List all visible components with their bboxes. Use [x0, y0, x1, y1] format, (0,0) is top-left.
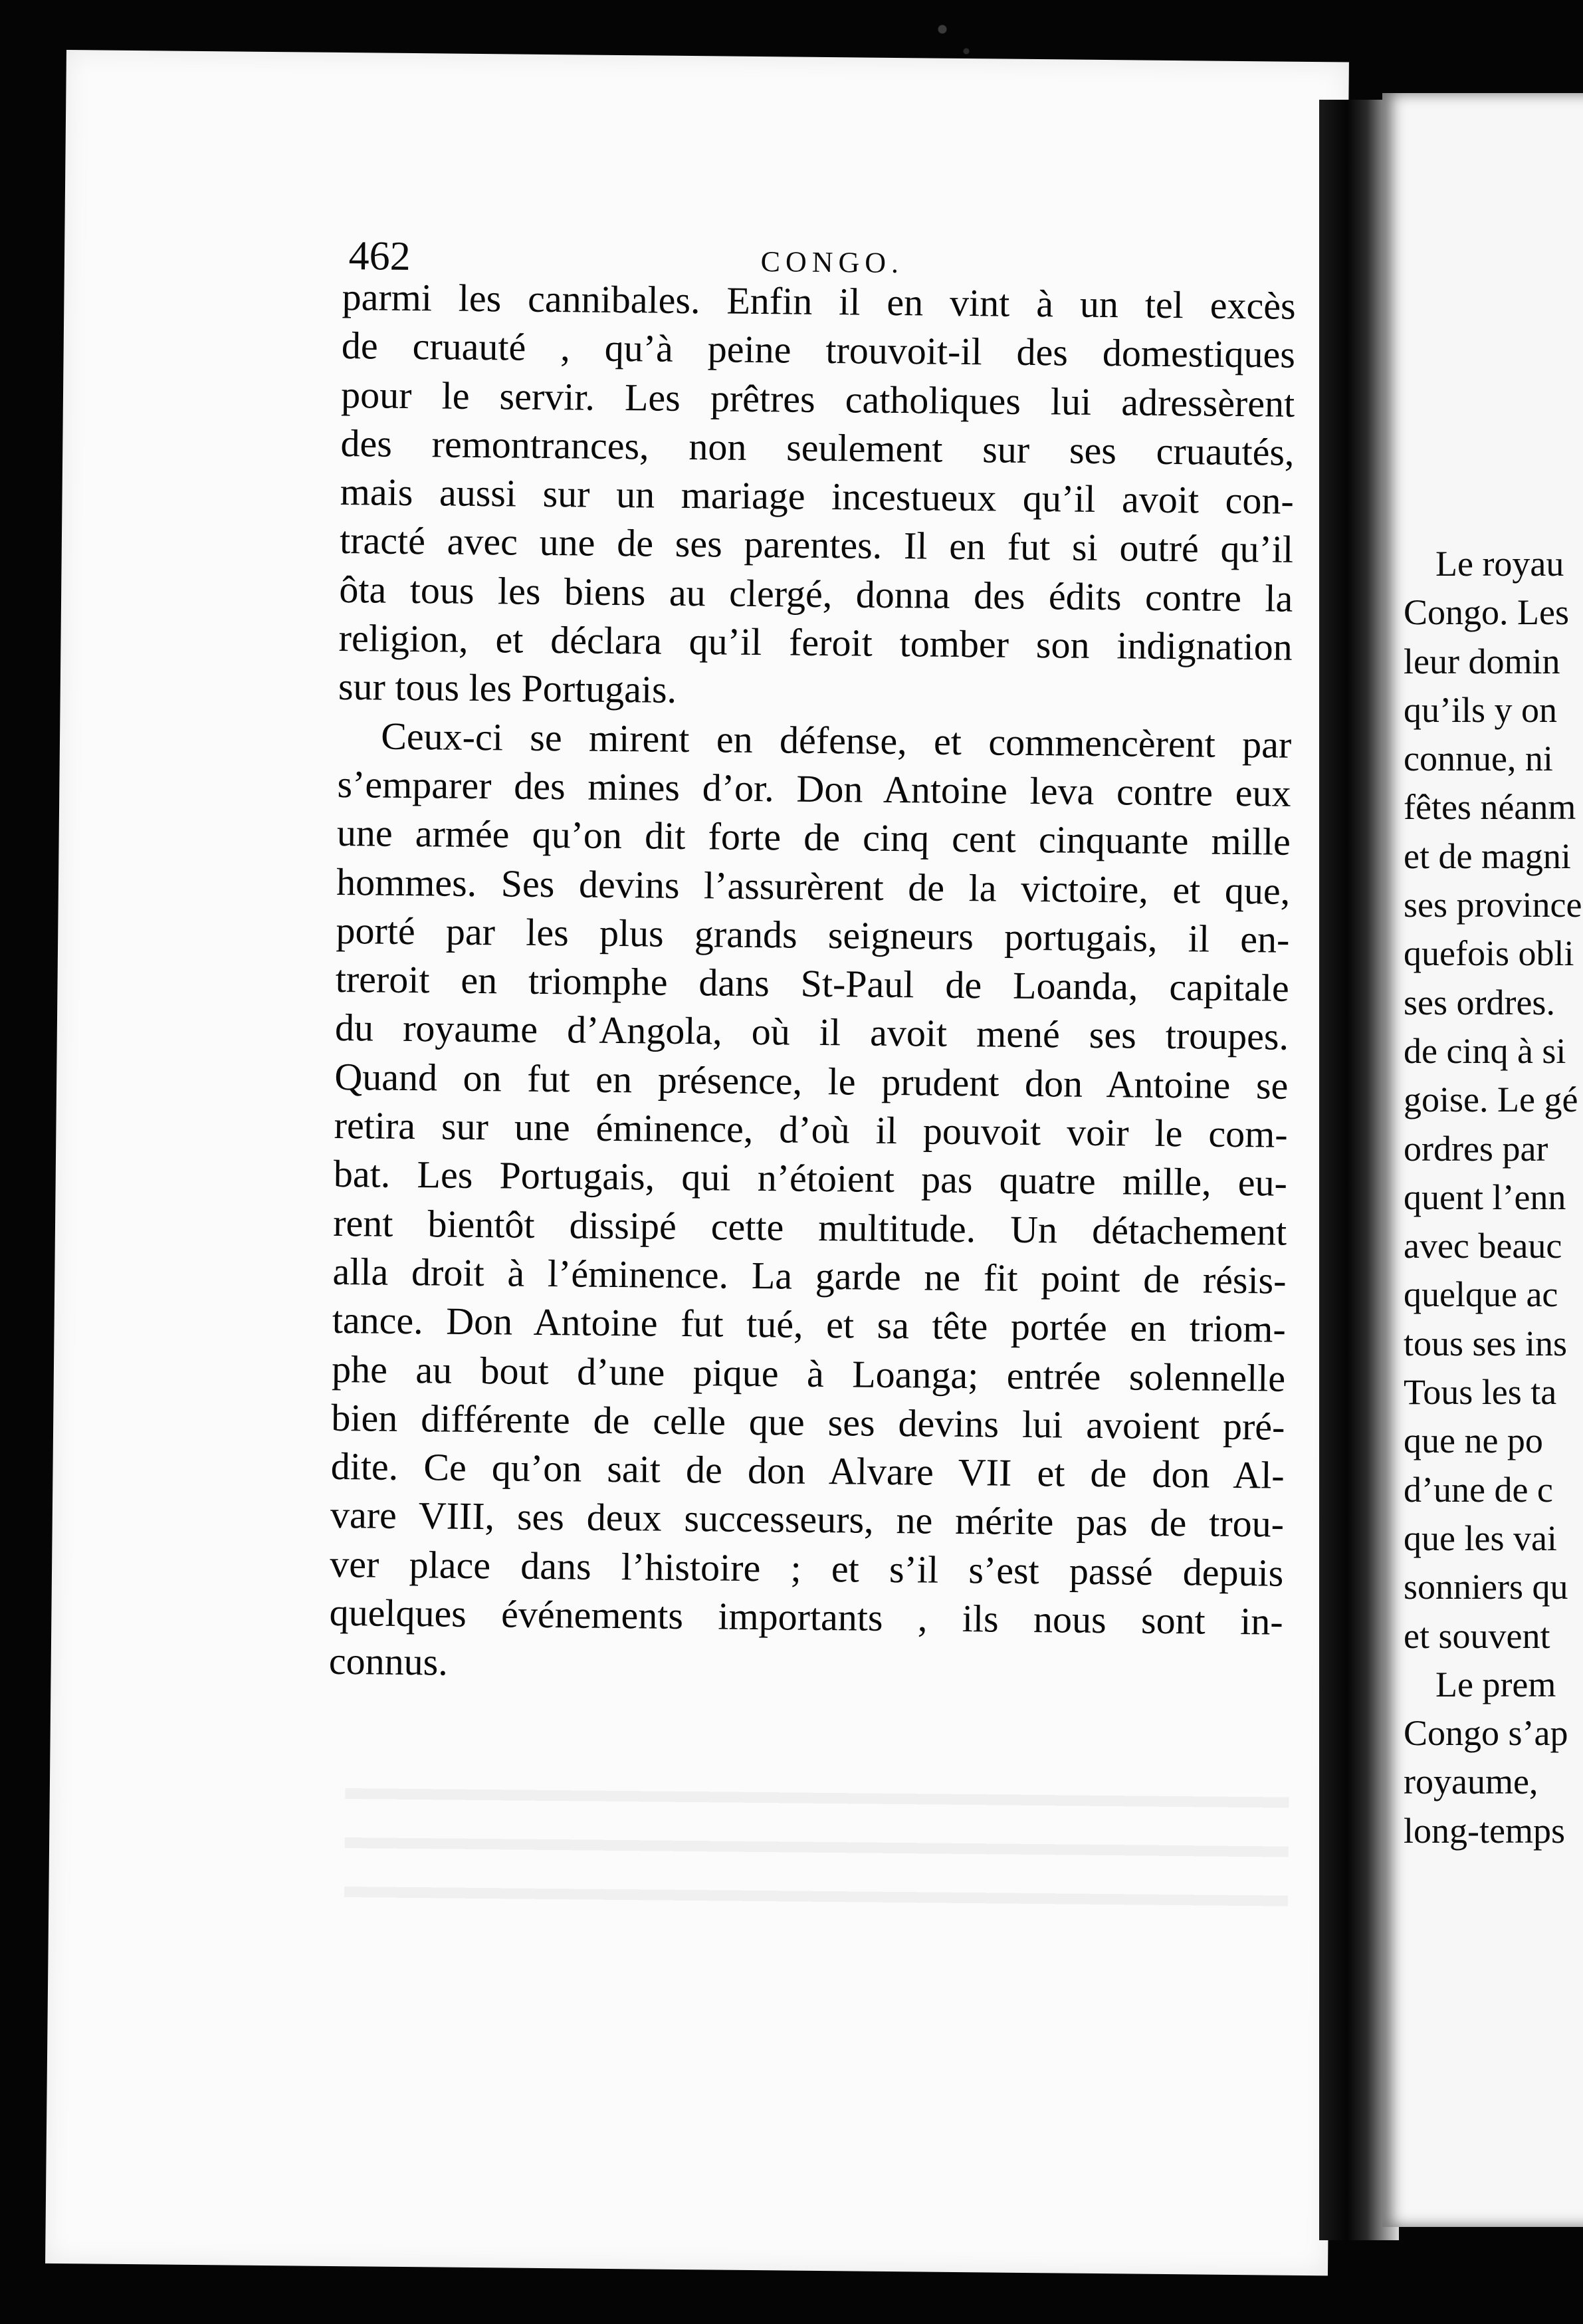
facing-text-line: Le prem	[1435, 1664, 1556, 1704]
text-line: dite. Ce qu’on sait de don Alvare VII et de don Al-	[330, 1445, 1285, 1497]
text-line: mais aussi sur un mariage incestueux qu’il avoit con-	[340, 470, 1295, 523]
text-line: du royaume d’Angola, où il avoit mené ses troupes.	[334, 1006, 1289, 1059]
text-line: ver place dans l’histoire ; et s’il s’est passé depuis	[330, 1542, 1284, 1595]
facing-text-line: ses ordres.	[1404, 982, 1555, 1022]
facing-text-line: quent l’enn	[1404, 1177, 1566, 1217]
text-line: Ceux-ci se mirent en défense, et commencèrent par	[381, 714, 1292, 766]
scanner-background	[0, 0, 1583, 53]
facing-text-line: que ne po	[1404, 1421, 1543, 1461]
text-line: ôta tous les biens au clergé, donna des édits contre la	[339, 567, 1293, 620]
body-text	[329, 273, 1296, 1694]
text-line: des remontrances, non seulement sur ses cruautés,	[340, 421, 1295, 474]
text-line: de cruauté , qu’à peine trouvoit-il des domestiques	[341, 324, 1296, 377]
text-line: s’emparer des mines d’or. Don Antoine leva contre eux	[337, 762, 1291, 815]
facing-text-line: quefois obli	[1404, 933, 1574, 974]
facing-text-line: connue, ni	[1404, 739, 1553, 779]
text-line: parmi les cannibales. Enfin il en vint à un tel excès	[342, 275, 1296, 328]
facing-text-line: avec beauc	[1404, 1226, 1562, 1266]
text-line: pour le servir. Les prêtres catholiques lui adressèrent	[340, 372, 1295, 425]
facing-text-line: Congo. Les	[1404, 592, 1569, 633]
facing-text-line: ses province	[1404, 885, 1582, 925]
text-line: tance. Don Antoine fut tué, et sa tête portée en triom-	[332, 1298, 1287, 1351]
facing-text-line: Congo s’ap	[1404, 1713, 1568, 1754]
facing-text-line: long-temps	[1404, 1810, 1565, 1851]
facing-text-line: quelque ac	[1404, 1274, 1558, 1315]
show-through-text	[344, 1755, 1289, 1944]
text-line: hommes. Ses devins l’assurèrent de la victoire, et que,	[336, 860, 1291, 913]
facing-text-line: royaume,	[1404, 1762, 1538, 1802]
facing-text-line: goise. Le gé	[1404, 1080, 1578, 1120]
text-line: vare VIII, ses deux successeurs, ne mérite pas de trou-	[330, 1493, 1285, 1546]
text-line: retira sur une éminence, d’où il pouvoit voir le com-	[334, 1103, 1288, 1156]
facing-text-line: fêtes néanm	[1404, 787, 1576, 828]
facing-text-line: d’une de c	[1404, 1469, 1553, 1510]
facing-text-line: Le royau	[1435, 544, 1564, 584]
page-number: 462	[348, 233, 411, 279]
facing-text-line: ordres par	[1404, 1128, 1548, 1169]
text-line: treroit en triomphe dans St-Paul de Loanda, capitale	[335, 957, 1290, 1010]
text-line: une armée qu’on dit forte de cinq cent cinquante mille	[336, 811, 1291, 864]
facing-text-line: tous ses ins	[1404, 1323, 1568, 1363]
text-line: rent bientôt dissipé cette multitude. Un détachement	[332, 1201, 1287, 1254]
text-line: tracté avec une de ses parentes. Il en fut si outré qu’il	[339, 519, 1294, 572]
facing-text-line: et souvent	[1404, 1615, 1550, 1656]
facing-text-line: leur domin	[1404, 641, 1560, 681]
text-line: Quand on fut en présence, le prudent don Antoine se	[334, 1054, 1289, 1107]
text-line: bat. Les Portugais, qui n’étoient pas quatre mille, eu-	[333, 1152, 1288, 1205]
facing-text-line: et de magni	[1404, 836, 1571, 876]
text-line: sur tous les Portugais.	[338, 665, 677, 712]
facing-text-line: sonniers qu	[1404, 1567, 1568, 1607]
text-line: porté par les plus grands seigneurs portugais, il en-	[336, 908, 1290, 961]
text-line: religion, et déclara qu’il feroit tomber son indignation	[338, 616, 1293, 669]
facing-text-line: qu’ils y on	[1404, 689, 1558, 730]
text-line: phe au bout d’une pique à Loanga; entrée solennelle	[331, 1347, 1286, 1400]
running-head: CONGO.	[760, 245, 904, 280]
text-line: alla droit à l’éminence. La garde ne fit point de résis-	[332, 1249, 1287, 1302]
text-line: quelques événements importants , ils nous sont in-	[329, 1590, 1283, 1643]
facing-page-text	[1404, 540, 1583, 1855]
facing-text-line: de cinq à si	[1404, 1030, 1566, 1071]
facing-text-line: que les vai	[1404, 1518, 1557, 1558]
text-line: bien différente de celle que ses devins lui avoient pré-	[331, 1395, 1285, 1449]
text-line: connus.	[328, 1639, 449, 1684]
facing-text-line: Tous les ta	[1404, 1372, 1557, 1413]
